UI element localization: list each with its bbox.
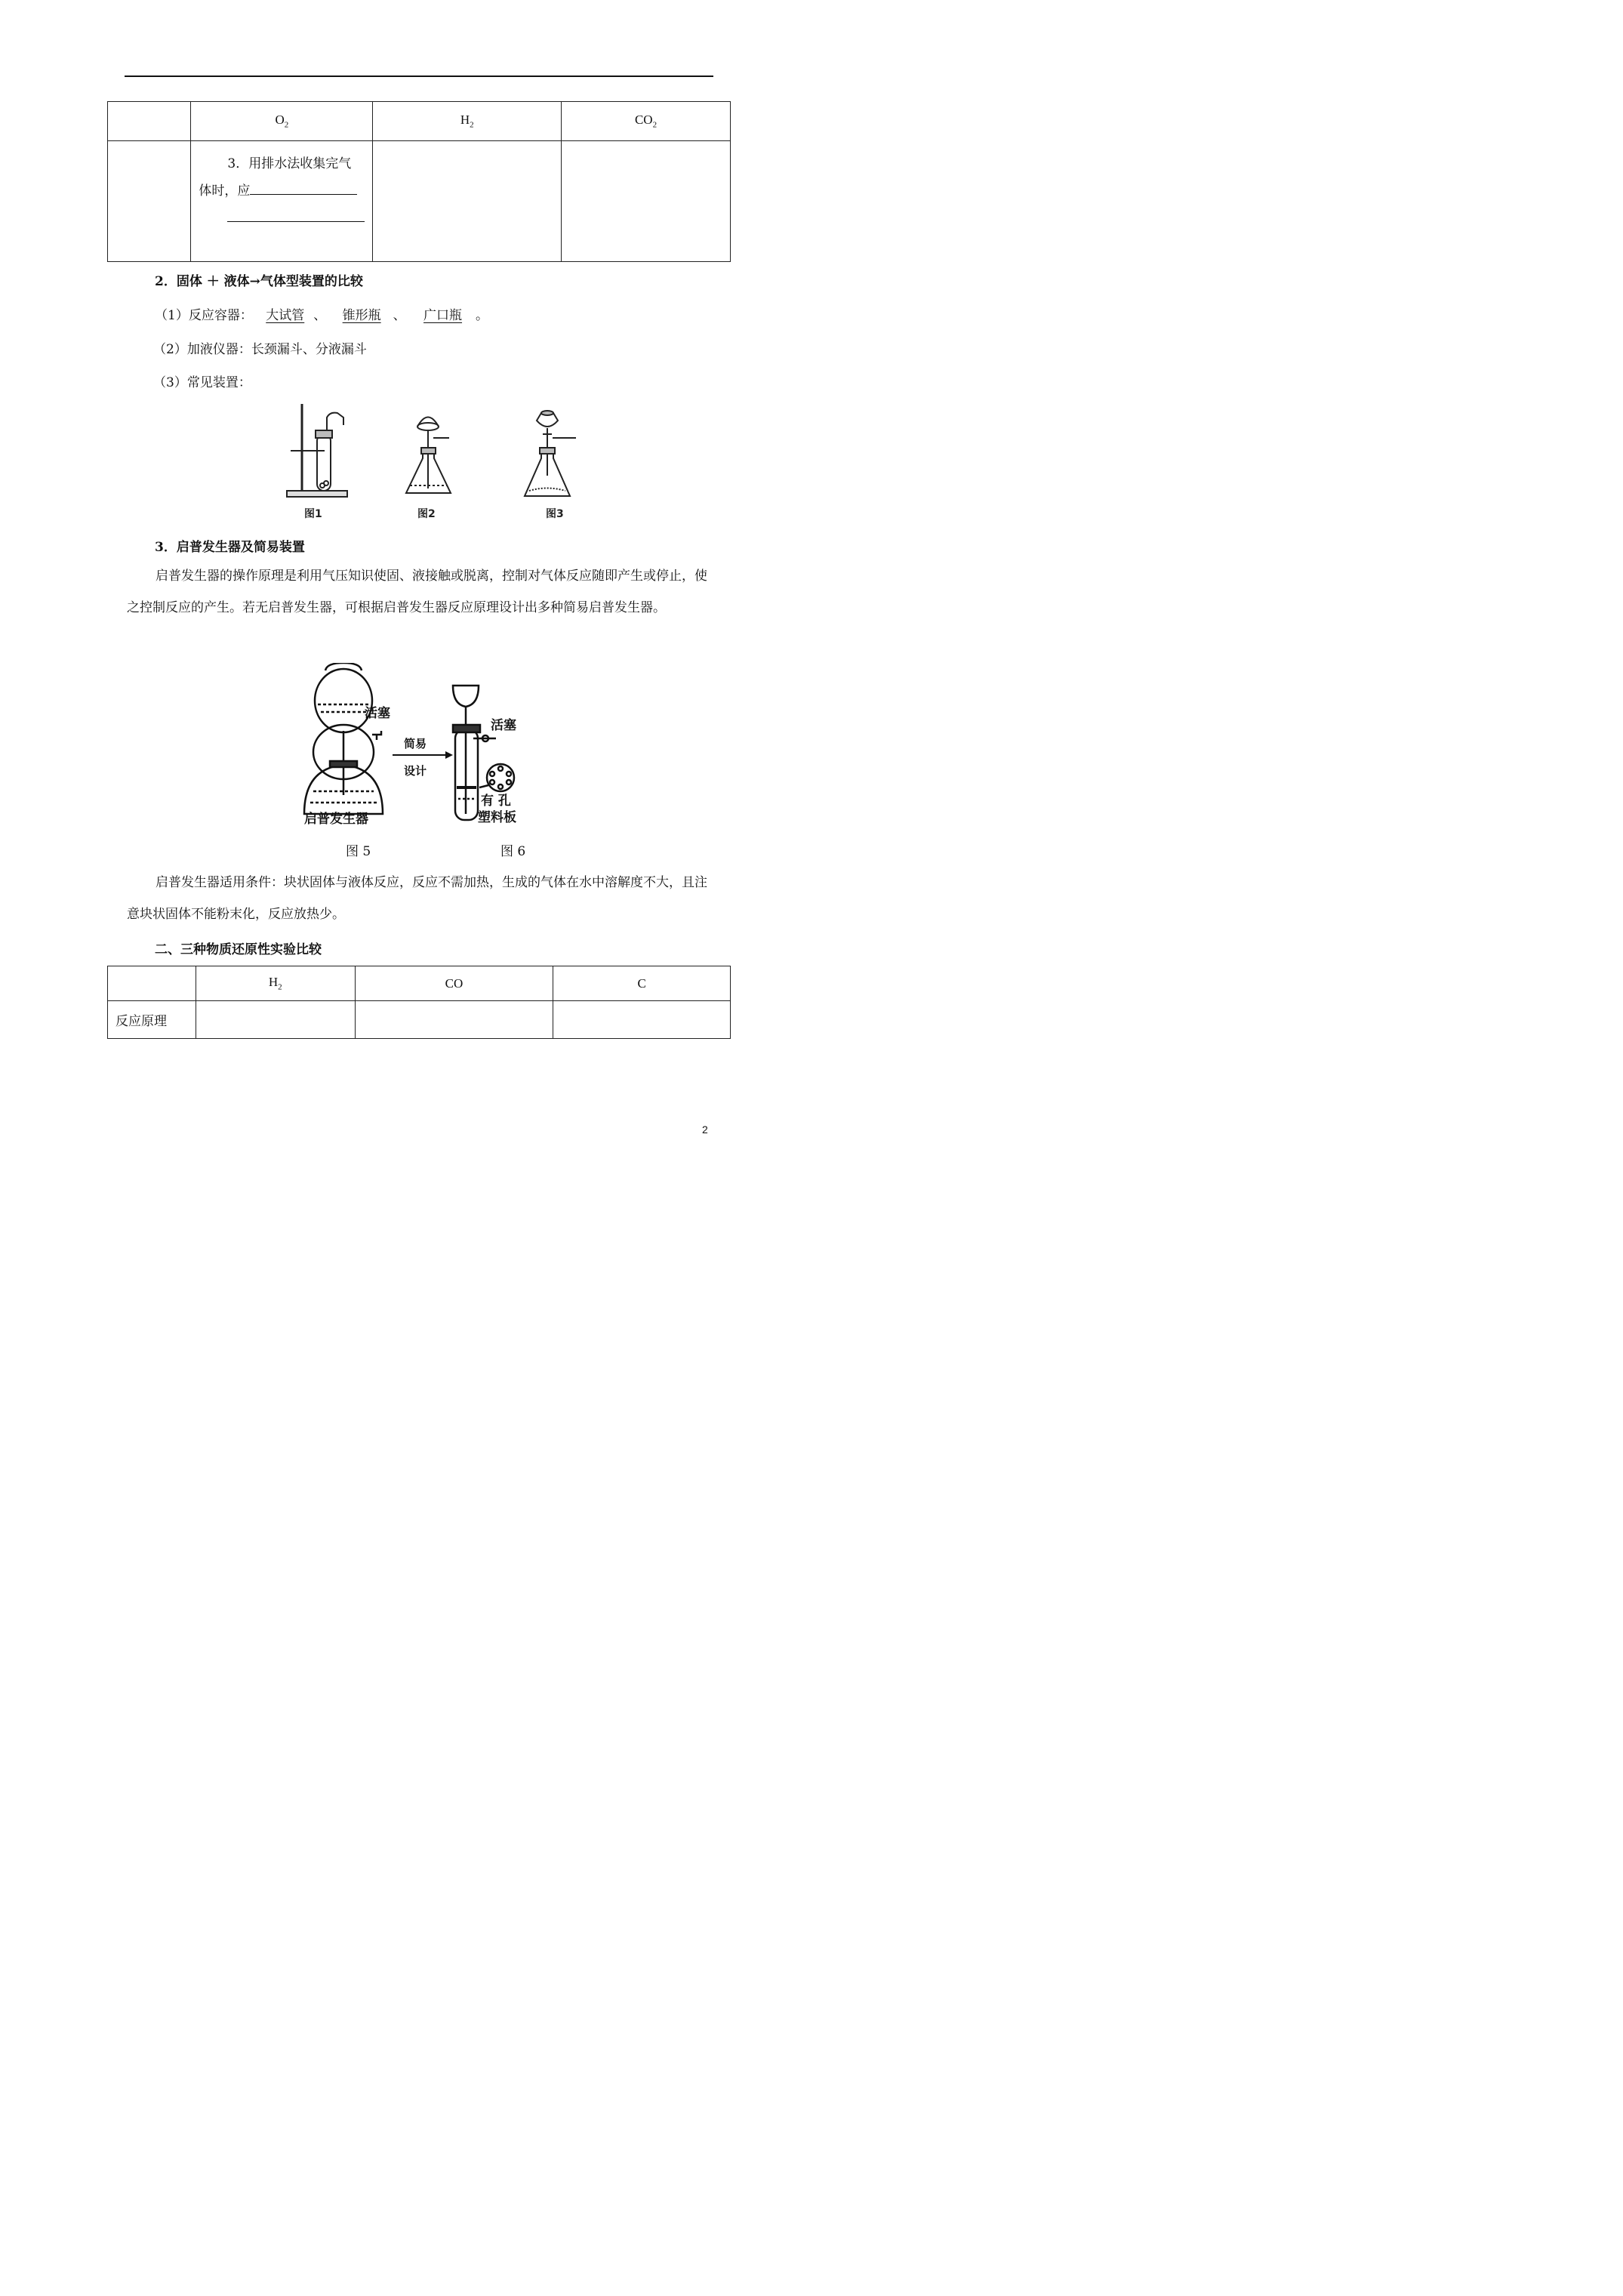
header-h2: $H_2$ [373,102,562,141]
caption-fig1: 图1 [304,508,322,520]
fill-blank [250,177,357,195]
vessel-large-test-tube: 大试管 [266,308,305,323]
label-simple: 简易 [404,737,427,750]
caption-fig5: 图 5 [346,844,371,859]
table-cell [553,1001,731,1039]
header-c: C [553,966,731,1001]
figure-2-flask-long-funnel [406,418,451,494]
table-row [108,141,731,262]
figure-3-flask-separatory-funnel [525,411,576,496]
page-number: 2 [702,1123,708,1136]
table-cell [355,1001,553,1039]
vessel-conical-flask: 锥形瓶 [342,308,381,323]
label-design: 设计 [404,764,427,778]
kipp-generator-figure [298,663,547,829]
label-valve-kipp: 活塞 [365,706,390,721]
arrow-head-icon [445,751,453,759]
cell-text-line-3 [199,205,365,232]
gas-comparison-table [107,101,731,262]
table-row [108,1001,731,1039]
reducibility-table [107,966,731,1039]
label-valve-simple: 活塞 [491,718,516,733]
section-heading-3: 3．启普发生器及简易装置 [155,540,305,555]
caption-fig6: 图 6 [500,844,526,859]
cell-text-line-1: 3．用排水法收集完气 [227,156,352,171]
header-co: CO [355,966,553,1001]
figure-1-test-tube-apparatus [287,404,347,497]
table-cell-co2 [562,141,731,262]
section-heading-2: 2．固体 ＋ 液体→气体型装置的比较 [155,274,363,289]
table-cell-o2 [191,141,373,262]
caption-fig3: 图3 [546,508,564,520]
table-cell-h2 [373,141,562,262]
apparatus-figures-1-3 [283,404,585,525]
common-apparatus-line: （3）常见装置： [153,375,251,390]
table-corner-cell [108,102,191,141]
table-header-row [108,966,731,1001]
label-perforated: 有 孔 [481,794,511,809]
kipp-generator-drawing [304,663,383,814]
header-co2: $CO_2$ [562,102,731,141]
header-o2: $O_2$ [191,102,373,141]
header-h2: $H_2$ [196,966,355,1001]
document-page [0,0,830,1175]
table-cell [108,141,191,262]
table-corner-cell [108,966,196,1001]
cell-text-line-2: 体时，应 [199,177,365,205]
fill-blank [227,205,365,222]
table-header-row [108,102,731,141]
table-cell [196,1001,355,1039]
row-label-reaction-principle: 反应原理 [108,1001,196,1039]
vessel-wide-mouth-bottle: 广口瓶 [423,308,463,323]
reaction-vessel-line: （1）反应容器： 大试管 、 锥形瓶 、 广口瓶 。 [155,308,489,323]
caption-fig2: 图2 [417,508,436,520]
kipp-conditions-paragraph: 启普发生器适用条件：块状固体与液体反应，反应不需加热，生成的气体在水中溶解度不大，且注意块状固体不能粉末化，反应放热少。 [127,875,707,922]
label-plastic-plate: 塑料板 [478,810,516,825]
kipp-principle-paragraph: 启普发生器的操作原理是利用气压知识使固、液接触或脱离，控制对气体反应随即产生或停止，使之控制反应的产生。若无启普发生器，可根据启普发生器反应原理设计出多种简易启普发生器。 [127,569,707,615]
section-heading-reducibility: 二、三种物质还原性实验比较 [155,942,322,957]
liquid-adder-line: （2）加液仪器：长颈漏斗、分液漏斗 [153,342,367,357]
header-rule [125,76,713,77]
label-kipp-generator: 启普发生器 [304,812,368,827]
